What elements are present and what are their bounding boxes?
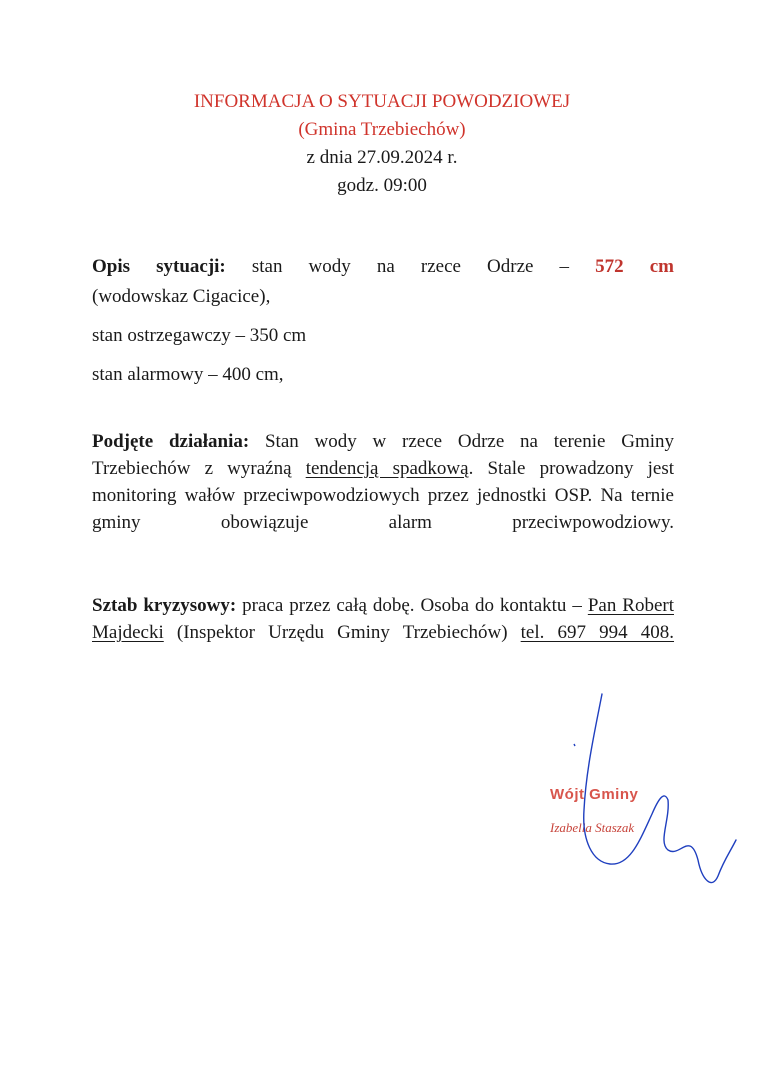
contact-phone: tel. 697 994 408. [520,622,675,643]
crisis-text-2: (Inspektor Urzędu Gminy Trzebiechów) [176,622,508,643]
actions-text-1: Stan wody w rzece Odrze na terenie Gminy Trzebiechów z wyraźną [92,431,674,479]
actions-label: Podjęte działania: [92,431,250,452]
crisis-text-1: praca przez całą dobę. Osoba do kontaktu – [242,595,582,616]
signature-stamp-name: Izabella Staszak [550,820,635,835]
crisis-paragraph [92,592,674,646]
alarm-level: stan alarmowy – 400 cm, [92,364,284,385]
crisis-label: Sztab kryzysowy: [92,595,237,616]
actions-text-2: . Stale prowadzony jest monitoring wałów przeciwpowodziowych przez jednostki OSP. Na ternie gminy obowiązuje alarm przeciwpowodziowy. [92,458,675,533]
document-title: INFORMACJA O SYTUACJI POWODZIOWEJ [193,91,571,112]
water-level-value: 572 cm [595,256,674,277]
situation-text: stan wody na rzece Odrze – [251,256,570,277]
signature-stamp-title: Wójt Gminy [550,786,639,803]
signature-block [540,690,750,900]
actions-paragraph [92,428,674,536]
handwritten-signature [540,690,750,900]
situation-line-1 [92,253,674,280]
document-time: godz. 09:00 [337,175,427,196]
situation-label: Opis sytuacji: [92,256,226,277]
warning-level: stan ostrzegawczy – 350 cm [92,325,307,346]
document-date: z dnia 27.09.2024 r. [306,147,458,168]
contact-name: Pan Robert Majdecki [92,595,674,643]
document-subtitle: (Gmina Trzebiechów) [298,119,466,140]
document-header [0,88,764,200]
gauge-name: (wodowskaz Cigacice), [92,286,271,307]
trend-text: tendencją spadkową [305,458,469,479]
